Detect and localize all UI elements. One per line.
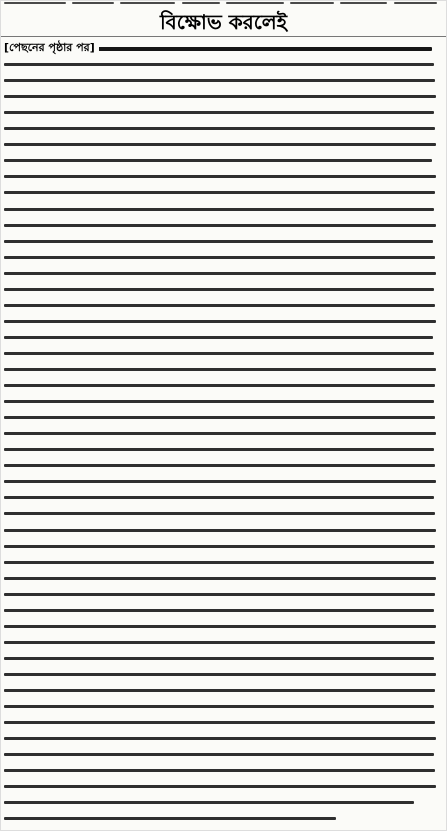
text-line [4,769,435,772]
text-line [4,657,434,660]
text-line [4,529,436,532]
text-line [4,448,434,451]
text-line [4,641,435,644]
text-line [4,625,436,628]
text-line [4,705,434,708]
text-line [4,127,435,130]
text-line [4,673,436,676]
text-line [4,593,435,596]
text-line [4,256,435,259]
text-line [4,288,434,291]
text-line [4,304,435,307]
text-line [4,609,434,612]
text-line [4,143,436,146]
text-line [4,785,436,788]
text-line [4,416,435,419]
text-line [4,512,435,515]
text-line [4,432,436,435]
text-line [4,737,436,740]
text-line [4,352,434,355]
text-line [4,561,434,564]
text-line [4,95,436,98]
text-line [4,240,433,243]
text-line [4,464,435,467]
text-line [4,63,434,66]
text-line [4,224,436,227]
continuation-label: [পেছনের পৃষ্ঠার পর] [4,39,99,57]
text-line [4,480,436,483]
text-line [4,577,436,580]
text-line [4,336,433,339]
text-line [4,721,435,724]
article-headline: বিক্ষোভ করলেই [159,10,288,34]
text-line [4,175,436,178]
text-line [4,753,434,756]
text-line [4,208,434,211]
article-body-text-lines [0,38,447,831]
text-line [4,79,435,82]
text-line [4,320,436,323]
text-line [4,159,432,162]
text-line [4,191,435,194]
text-line [4,368,436,371]
text-line [4,817,336,820]
text-line [4,689,435,692]
text-line [4,384,435,387]
text-line [4,272,436,275]
cut-off-previous-text [0,0,447,8]
text-line [4,545,435,548]
text-line [4,496,434,499]
text-line [4,801,414,804]
headline-band [0,8,447,37]
text-line [4,400,434,403]
text-line [4,111,434,114]
